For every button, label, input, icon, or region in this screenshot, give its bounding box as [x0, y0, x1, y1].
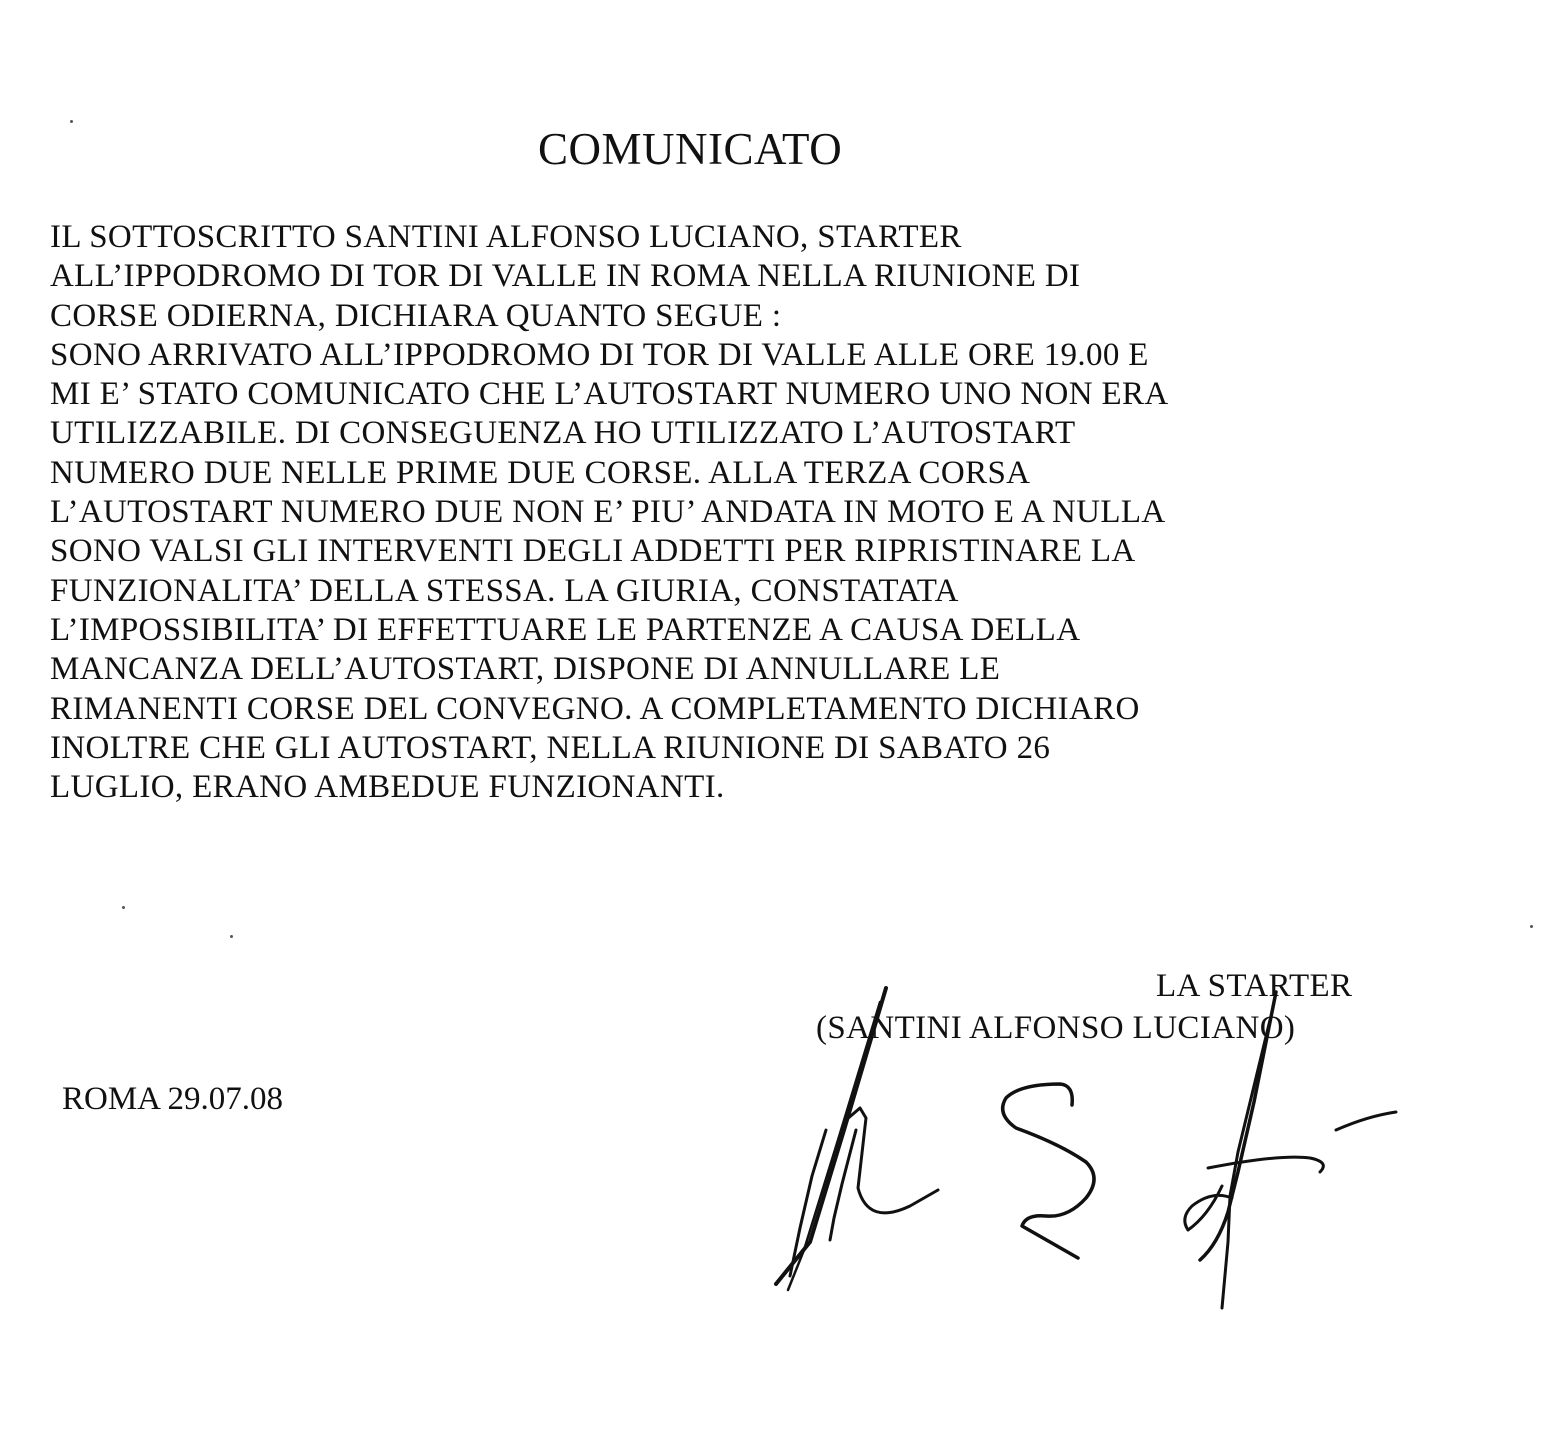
signature-stroke: [846, 1108, 938, 1213]
handwritten-signature: [760, 980, 1420, 1320]
statement-line: NUMERO DUE NELLE PRIME DUE CORSE. ALLA TERZA CORSA: [50, 454, 1031, 491]
statement-line: SONO VALSI GLI INTERVENTI DEGLI ADDETTI PER RIPRISTINARE LA: [50, 533, 1136, 570]
document-title: COMUNICATO: [538, 124, 843, 174]
signature-stroke: [1208, 1157, 1323, 1172]
signatory-role: LA STARTER: [1156, 968, 1353, 1004]
signature-stroke: [830, 1130, 856, 1240]
signature-stroke: [1200, 992, 1276, 1260]
statement-line: INOLTRE CHE GLI AUTOSTART, NELLA RIUNIONE DI SABATO 26: [50, 729, 1051, 766]
scan-speck: [70, 120, 73, 123]
scan-speck: [1530, 925, 1533, 928]
statement-line: L’IMPOSSIBILITA’ DI EFFETTUARE LE PARTENZE A CAUSA DELLA: [50, 611, 1081, 648]
statement-line: CORSE ODIERNA, DICHIARA QUANTO SEGUE :: [50, 297, 782, 334]
signature-stroke: [788, 1002, 880, 1290]
place-and-date: ROMA 29.07.08: [62, 1081, 283, 1117]
signatory-name: (SANTINI ALFONSO LUCIANO): [816, 1010, 1296, 1046]
statement-line: SONO ARRIVATO ALL’IPPODROMO DI TOR DI VALLE ALLE ORE 19.00 E: [50, 336, 1149, 373]
scan-speck: [122, 906, 125, 909]
statement-line: RIMANENTI CORSE DEL CONVEGNO. A COMPLETAMENTO DICHIARO: [50, 690, 1140, 727]
signature-stroke: [1003, 1084, 1094, 1258]
scan-speck: [230, 935, 233, 938]
signature-stroke: [1336, 1112, 1396, 1130]
statement-line: MI E’ STATO COMUNICATO CHE L’AUTOSTART NUMERO UNO NON ERA: [50, 376, 1169, 413]
statement-line: UTILIZZABILE. DI CONSEGUENZA HO UTILIZZATO L’AUTOSTART: [50, 415, 1076, 452]
statement-line: LUGLIO, ERANO AMBEDUE FUNZIONANTI.: [50, 769, 725, 806]
statement-line: L’AUTOSTART NUMERO DUE NON E’ PIU’ ANDATA IN MOTO E A NULLA: [50, 494, 1166, 531]
statement-line: MANCANZA DELL’AUTOSTART, DISPONE DI ANNULLARE LE: [50, 651, 1001, 688]
statement-line: ALL’IPPODROMO DI TOR DI VALLE IN ROMA NELLA RIUNIONE DI: [50, 258, 1081, 295]
statement-line: IL SOTTOSCRITTO SANTINI ALFONSO LUCIANO, STARTER: [50, 219, 962, 255]
statement-line: FUNZIONALITA’ DELLA STESSA. LA GIURIA, CONSTATATA: [50, 572, 959, 609]
statement-body: [50, 218, 1450, 807]
